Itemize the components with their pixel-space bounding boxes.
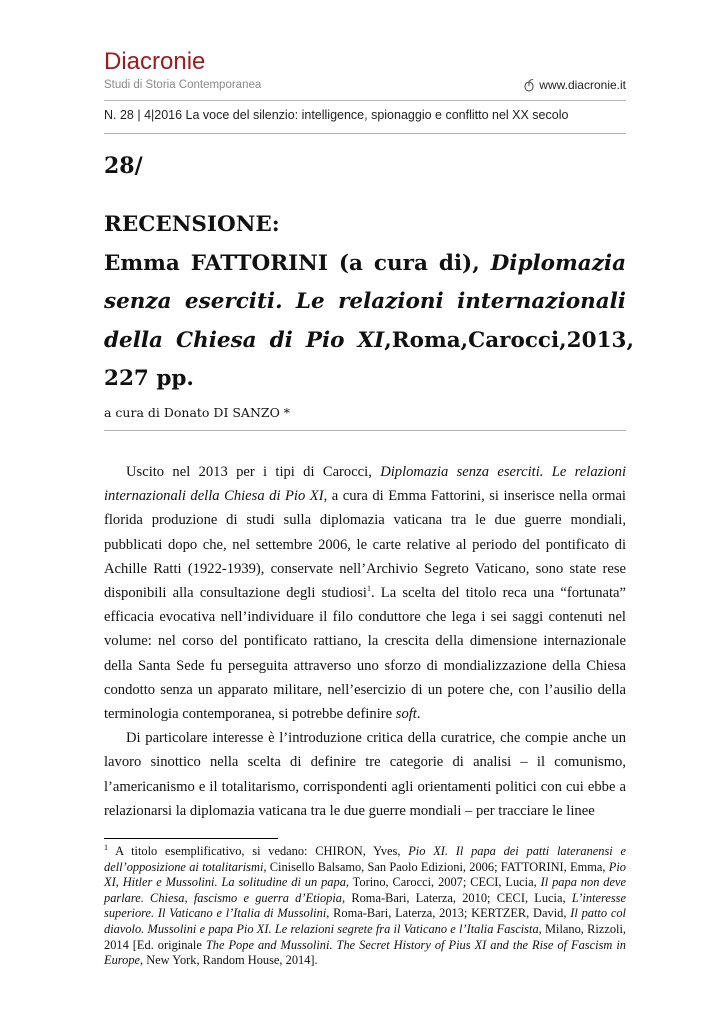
title-word: senza bbox=[104, 289, 172, 314]
text-run: Uscito nel 2013 per i tipi di Carocci, bbox=[126, 464, 381, 480]
emphasis: soft bbox=[395, 706, 417, 723]
title-italic-group bbox=[104, 322, 392, 361]
title-word: Pio bbox=[305, 327, 345, 353]
title-word: XI bbox=[357, 327, 385, 353]
text-run: , Roma-Bari, Laterza, 2010; CECI, Lucia, bbox=[342, 890, 572, 905]
journal-subtitle: Studi di Storia Contemporanea bbox=[104, 79, 262, 91]
text-run: , Cinisello Balsamo, San Paolo Edizioni, 2006; FATTORINI, Emma, bbox=[263, 859, 609, 874]
title-word: della bbox=[104, 327, 163, 353]
text-run: , Torino, Carocci, 2007; CECI, Lucia, bbox=[345, 875, 541, 890]
title-word: di), bbox=[438, 250, 480, 276]
paragraph bbox=[104, 460, 626, 726]
cited-title: The Pope and Mussolini. The Secret History of Pius XI and the Rise of Fascism in Europe bbox=[104, 937, 626, 968]
text-run: . bbox=[416, 706, 421, 723]
title-word: relazioni bbox=[338, 289, 444, 314]
title-word: di bbox=[269, 327, 293, 353]
journal-brand: Diacronie bbox=[104, 48, 206, 75]
book-title: Diplomazia senza eserciti. Le relazioni internazionali della Chiesa di Pio XI bbox=[104, 464, 626, 505]
cited-title: Il papa non deve parlare. Chiesa, fascismo e guerra d’Etiopia bbox=[104, 875, 626, 905]
title-word: eserciti. bbox=[184, 289, 283, 314]
text-run: . La scelta del titolo reca una “fortunata” efficacia evocativa nell’individuare il filo conduttore che lega i sei saggi contenuti nel volume: nel corso del pontificato rattiano, la crescita della dimensione internazionale della Santa Sede fu perseguita attraverso uno sforzo di mondializzazione della Chiesa condotto senza un apparato militare, nell’esercizio di un potere che, con l’ausilio della terminologia contemporanea, si potrebbe definire bbox=[104, 585, 626, 723]
title-word: cura bbox=[373, 250, 428, 276]
article-number: 28/ bbox=[104, 153, 143, 179]
title-word: internazionali bbox=[457, 289, 626, 314]
website-link[interactable] bbox=[524, 78, 626, 92]
author-divider bbox=[104, 430, 626, 431]
text-run: , a cura di Emma Fattorini, si inserisce nella ormai florida produzione di studi sulla diplomazia vaticana tra le due guerre mondiali, pubblicati dopo che, nel settembre 2006, le carte relative al periodo del pontificato di Achille Ratti (1922-1939), conservate nell’Archivio Segreto Vaticano, sono state rese disponibili alla consultazione degli studiosi bbox=[104, 488, 626, 602]
issue-line: N. 28 | 4|2016 La voce del silenzio: intelligence, spionaggio e conflitto nel XX secolo bbox=[104, 108, 569, 122]
cited-title: Pio XI, Hitler e Mussolini. La solitudine di un papa bbox=[104, 859, 626, 890]
title-line-1 bbox=[104, 245, 626, 284]
cited-title: L’interesse superiore. Il Vaticano e l’Italia di Mussolini bbox=[104, 890, 627, 921]
title-word: Chiesa bbox=[175, 327, 257, 353]
title-word: Diplomazia bbox=[490, 250, 626, 276]
text-run: , New York, Random House, 2014]. bbox=[140, 953, 318, 968]
title-word: Le bbox=[295, 289, 325, 314]
title-heading: RECENSIONE: bbox=[104, 212, 280, 237]
title-word: 2013, bbox=[566, 327, 634, 353]
website-url: www.diacronie.it bbox=[539, 78, 626, 92]
issue-divider bbox=[104, 133, 626, 134]
title-word-group bbox=[358, 322, 392, 361]
title-word: FATTORINI bbox=[190, 250, 328, 276]
article-title bbox=[104, 206, 634, 399]
footnote-ref[interactable]: 1 bbox=[366, 584, 371, 594]
review-author: a cura di Donato DI SANZO * bbox=[104, 405, 291, 420]
footnote-divider bbox=[104, 838, 278, 839]
cited-title: Il patto col diavolo. Mussolini e papa Pio XI. Le relazioni segrete fra il Vaticano e l’Italia Fascista bbox=[104, 906, 627, 936]
header-divider bbox=[104, 100, 626, 101]
title-punct: , bbox=[384, 327, 392, 353]
title-line-2 bbox=[104, 283, 626, 322]
title-word: Roma, bbox=[391, 327, 469, 353]
footnote-mark: 1 bbox=[104, 842, 108, 852]
text-run: A titolo esemplificativo, si vedano: CHIRON, Yves, bbox=[108, 844, 409, 858]
footnote bbox=[104, 844, 626, 969]
journal-header bbox=[104, 48, 626, 91]
cited-title: Pio XI. Il papa dei patti lateranensi e dell’opposizione ai totalitarismi bbox=[104, 844, 626, 874]
text-run: , Roma-Bari, Laterza, 2013; KERTZER, David, bbox=[326, 906, 571, 921]
text-run: , Milano, Rizzoli, 2014 [Ed. originale bbox=[104, 921, 627, 952]
mouse-icon bbox=[524, 79, 535, 92]
title-word: (a bbox=[338, 250, 363, 276]
title-line-3 bbox=[104, 322, 634, 361]
title-line-4: 227 pp. bbox=[104, 366, 194, 391]
paragraph: Di particolare interesse è l’introduzione critica della curatrice, che compie anche un lavoro sinottico nella scelta di definire tre categorie di analisi – il comunismo, l’americanismo e il totalitarismo, corrispondenti agli orientamenti politici con cui ebbe a relazionarsi la diplomazia vaticana tra le due guerre mondiali – per tracciare le linee bbox=[104, 730, 626, 819]
title-word: Carocci, bbox=[468, 327, 567, 353]
article-body bbox=[104, 460, 626, 823]
title-word: Emma bbox=[104, 250, 180, 276]
